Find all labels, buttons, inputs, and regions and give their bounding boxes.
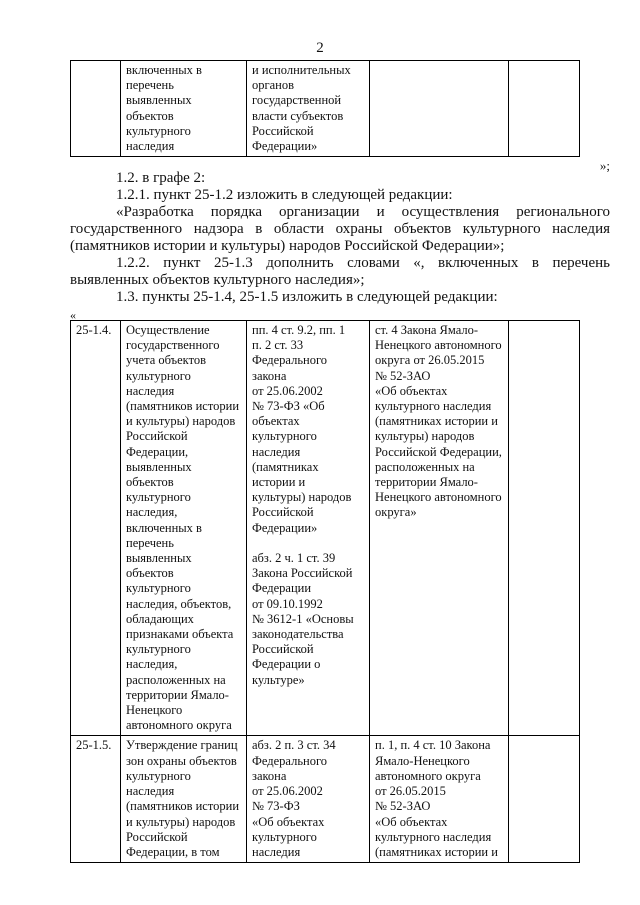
cell-line: от 25.06.2002 <box>252 784 323 799</box>
cell-line: Закона Российской <box>252 566 353 581</box>
cell-line: № 52-ЗАО <box>375 799 431 814</box>
cell-line: культуры) народов <box>375 429 475 444</box>
cell-line: власти субъектов <box>252 108 344 123</box>
cell-line: зон охраны объектов <box>126 753 237 768</box>
cell-line: территории Ямало- <box>375 475 478 490</box>
table-row <box>71 61 580 157</box>
paragraph: 1.2.2. пункт 25-1.3 дополнить словами «, включенных в перечень выявленных объектов культурного наследия»; <box>70 255 610 288</box>
cell-line: (памятниках истории и <box>375 844 498 859</box>
cell-line: от 25.06.2002 <box>252 383 323 398</box>
cell-line: закона <box>252 368 287 383</box>
cell-line: государственного <box>126 338 220 353</box>
cell-line: наследия <box>126 383 175 398</box>
cell-line: Осуществление <box>126 323 210 337</box>
cell-line: (памятниках истории и <box>375 414 498 429</box>
cell-line: № 73-ФЗ «Об <box>252 399 325 414</box>
cell-line: культурного <box>126 642 191 657</box>
cell-line: «Об объектах <box>252 814 325 829</box>
table-cell <box>370 61 509 157</box>
table-cell <box>247 321 370 736</box>
table-cell <box>247 61 370 157</box>
table-row <box>71 321 580 736</box>
cell-line: включенных в <box>126 520 202 535</box>
cell-line: ст. 4 Закона Ямало- <box>375 323 479 337</box>
cell-line: культурного <box>126 368 191 383</box>
cell-line: Утверждение границ <box>126 738 238 753</box>
cell-line: территории Ямало- <box>126 687 229 702</box>
cell-line: объектах <box>252 414 300 429</box>
cell-line: наследия, <box>126 657 178 672</box>
cell-line: Ямало-Ненецкого <box>375 753 470 768</box>
cell-line: законодательства <box>252 627 344 642</box>
table-cell <box>370 321 509 736</box>
cell-line: перечень <box>126 78 174 93</box>
cell-line: наследия <box>126 784 175 799</box>
cell-line: Федерального <box>252 353 328 368</box>
main-table <box>70 320 580 863</box>
table-cell <box>121 321 247 736</box>
cell-line: и исполнительных <box>252 63 351 77</box>
cell-line: Федерации» <box>252 520 318 535</box>
cell-line: Российской <box>126 429 188 444</box>
cell-line: органов <box>252 78 295 93</box>
cell-line: Ненецкого <box>126 703 183 718</box>
paragraph: 1.2. в графе 2: <box>116 170 206 186</box>
cell-line: Российской Федерации, <box>375 444 502 459</box>
cell-line: объектов <box>126 475 174 490</box>
table-cell <box>71 61 121 157</box>
table-cell <box>370 736 509 863</box>
spacer <box>252 536 364 551</box>
cell-line: № 3612-1 «Основы <box>252 611 354 626</box>
cell-line: расположенных на <box>375 459 475 474</box>
paragraph: «Разработка порядка организации и осуществления регионального государственного надзора в области охраны объектов культурного наследия (памятников истории и культуры) народов Российской Федерации»; <box>70 204 610 254</box>
cell-line: № 52-ЗАО <box>375 368 431 383</box>
cell-line: и культуры) народов <box>126 414 236 429</box>
cell-line: округа от 26.05.2015 <box>375 353 485 368</box>
paragraph: 1.2.1. пункт 25-1.2 изложить в следующей редакции: <box>116 187 453 203</box>
cell-line: объектов <box>126 566 174 581</box>
cell-line: Федерального <box>252 753 328 768</box>
opening-quote: « <box>70 308 76 322</box>
cell-line: п. 1, п. 4 ст. 10 Закона <box>375 738 491 753</box>
cell-line: признаками объекта <box>126 627 234 642</box>
cell-line: закона <box>252 768 287 783</box>
cell-line: истории и <box>252 475 306 490</box>
cell-line: «Об объектах <box>375 383 448 398</box>
cell-line: от 26.05.2015 <box>375 784 446 799</box>
cell-line: культуре» <box>252 672 305 687</box>
cell-line: культурного наследия <box>375 399 492 414</box>
cell-line: культурного <box>252 429 317 444</box>
cell-line: объектов <box>126 108 174 123</box>
cell-line: культуры) народов <box>252 490 352 505</box>
table-cell <box>121 61 247 157</box>
cell-line: абз. 2 ч. 1 ст. 39 <box>252 551 336 566</box>
cell-line: (памятников истории <box>126 799 240 814</box>
cell-line: № 73-ФЗ <box>252 799 300 814</box>
amendment-text <box>70 170 610 306</box>
cell-line: культурного <box>252 829 317 844</box>
cell-line: и культуры) народов <box>126 814 236 829</box>
cell-line: культурного наследия <box>375 829 492 844</box>
cell-line: Федерации» <box>252 139 318 154</box>
closing-quote: »; <box>599 158 610 173</box>
cell-line: включенных в <box>126 63 202 77</box>
cell-line: Федерации <box>252 581 312 596</box>
cell-line: выявленных <box>126 93 192 108</box>
cell-line: выявленных <box>126 459 192 474</box>
cell-line: от 09.10.1992 <box>252 596 323 611</box>
cell-line: наследия <box>126 139 175 154</box>
cell-line: Российской <box>252 642 314 657</box>
cell-line: Федерации о <box>252 657 321 672</box>
cell-line: наследия, <box>126 505 178 520</box>
cell-line: государственной <box>252 93 342 108</box>
table-cell <box>509 736 580 863</box>
row-number: 25-1.5. <box>71 736 121 863</box>
cell-line: округа» <box>375 505 417 520</box>
table-row <box>71 736 580 863</box>
cell-line: обладающих <box>126 611 194 626</box>
cell-line: наследия <box>252 444 301 459</box>
table-cell <box>509 321 580 736</box>
row-number: 25-1.4. <box>71 321 121 736</box>
cell-line: Федерации, <box>126 444 189 459</box>
cell-line: расположенных на <box>126 672 226 687</box>
cell-line: Ненецкого автономного <box>375 490 502 505</box>
table-cell <box>509 61 580 157</box>
table-cell <box>247 736 370 863</box>
continuation-table <box>70 60 580 157</box>
cell-line: культурного <box>126 581 191 596</box>
paragraph: 1.3. пункты 25-1.4, 25-1.5 изложить в следующей редакции: <box>116 289 498 305</box>
cell-line: абз. 2 п. 3 ст. 34 <box>252 738 336 753</box>
cell-line: наследия <box>252 844 301 859</box>
cell-line: Российской <box>126 829 188 844</box>
cell-line: культурного <box>126 490 191 505</box>
page-number: 2 <box>316 40 324 56</box>
cell-line: культурного <box>126 768 191 783</box>
cell-line: «Об объектах <box>375 814 448 829</box>
table-cell <box>121 736 247 863</box>
cell-line: пп. 4 ст. 9.2, пп. 1 <box>252 323 346 337</box>
cell-line: п. 2 ст. 33 <box>252 338 304 353</box>
cell-line: автономного округа <box>126 718 232 733</box>
cell-line: Российской <box>252 123 314 138</box>
cell-line: (памятников истории <box>126 399 240 414</box>
cell-line: Федерации, в том <box>126 844 220 859</box>
cell-line: автономного округа <box>375 768 481 783</box>
cell-line: Российской <box>252 505 314 520</box>
cell-line: учета объектов <box>126 353 207 368</box>
cell-line: перечень <box>126 535 174 550</box>
cell-line: культурного <box>126 123 191 138</box>
cell-line: наследия, объектов, <box>126 596 232 611</box>
cell-line: Ненецкого автономного <box>375 338 502 353</box>
cell-line: выявленных <box>126 551 192 566</box>
cell-line: (памятниках <box>252 459 319 474</box>
